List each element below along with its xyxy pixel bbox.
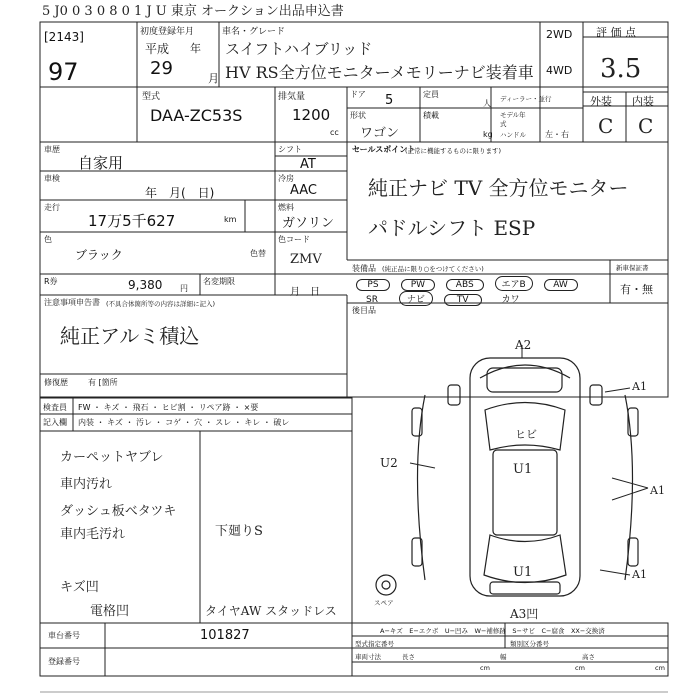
mileage-value: 17万5千627 [88, 212, 176, 230]
shift-value: AT [300, 157, 316, 172]
length-label: 長さ [402, 653, 415, 661]
drive-2wd: 2WD [546, 28, 573, 41]
era: 平成 [145, 42, 170, 56]
model-designation-label: 型式指定番号 [355, 640, 394, 648]
spare-label: スペア [374, 599, 394, 607]
damage-legend: A−キズ E−エクボ U−凹み W−補修跡 S−サビ C−腐食 XX−交換済 [380, 627, 605, 635]
mark-u1-roof: U1 [513, 462, 533, 477]
repair-label: 修復歴 [44, 378, 68, 387]
check-row-1: FW ・ キズ ・ 飛石 ・ ヒビ割 ・ リペア跡 ・ ×要 [78, 403, 259, 412]
new-warranty-label: 新車保証書 [616, 264, 649, 272]
vehicle-size-label: 車両寸法 [355, 653, 381, 661]
body-value: ワゴン [360, 126, 400, 141]
capacity-label: 定員 [423, 90, 439, 99]
name-change-value: 月 日 [290, 287, 320, 298]
color-change-label: 色替 [250, 249, 266, 258]
load-label: 積載 [423, 111, 439, 120]
width-label: 幅 [500, 653, 507, 661]
doors-label: ドア [350, 90, 366, 99]
car-name-line2: HV RS全方位モニターメモリーナビ装着車 [225, 63, 534, 82]
usage-value: 自家用 [78, 154, 124, 172]
rating-label: 評 価 点 [596, 26, 636, 39]
notes-text: 純正アルミ積込 [60, 324, 200, 348]
car-name-line1: スイフトハイブリッド [225, 40, 373, 58]
inspector-note-7: タイヤAW スタッドレス [205, 604, 337, 618]
dealer-label: ディーラー・並行 [500, 95, 552, 103]
color-value: ブラック [75, 248, 123, 262]
exterior-grade: C [598, 114, 614, 138]
mark-a1-top: A1 [632, 380, 647, 393]
inspector-note-4: 車内毛汚れ [60, 527, 126, 542]
selling-points-label: セールスポイント [352, 145, 416, 154]
inspector-note-5: キズ凹 [60, 580, 99, 595]
equipment-sr: SR [366, 295, 378, 305]
selling-points-line1: 純正ナビ TV 全方位モニター [368, 176, 629, 200]
mark-u2: U2 [380, 456, 398, 470]
car-diagram [376, 358, 638, 596]
equipment-ps: PS [356, 279, 390, 291]
year-unit: 年 [190, 42, 201, 55]
ac-value: AAC [290, 183, 317, 198]
inspection-label: 車検 [44, 174, 60, 183]
fuel-value: ガソリン [282, 216, 335, 231]
height-label: 高さ [582, 653, 595, 661]
equipment-tv: TV [444, 294, 482, 306]
equipment-label: 装備品 [352, 264, 376, 273]
equipment-aw: AW [544, 279, 578, 291]
yen-unit: 円 [180, 284, 188, 293]
color-code-value: ZMV [290, 252, 322, 267]
model-year-label: モデル年式 [500, 111, 526, 128]
mileage-label: 走行 [44, 203, 60, 212]
mark-hibi: ヒビ [515, 428, 537, 441]
cc-unit: cc [330, 128, 339, 137]
inspector-note-3: ダッシュ板ベタツキ [60, 504, 177, 519]
fuel-label: 燃料 [278, 203, 294, 212]
mark-a3: A3凹 [510, 607, 539, 621]
equipment-pw: PW [401, 279, 435, 291]
color-label: 色 [44, 235, 52, 244]
chassis-label: 車台番号 [48, 631, 80, 640]
equipment-navi: ナビ [399, 291, 433, 306]
inspector-note-2: 車内汚れ [60, 477, 113, 492]
interior-label: 内装 [632, 95, 654, 108]
height-cm: cm [655, 664, 665, 672]
inspection-value: 年 月( 日) [145, 186, 215, 200]
handle-label: ハンドル [500, 131, 526, 139]
inspector-note-side: 下廻りS [215, 524, 263, 539]
lot-number: 97 [48, 58, 79, 86]
displacement-value: 1200 [292, 106, 331, 124]
shift-label: シフト [278, 145, 302, 154]
notes-label: 注意事項申告書 [44, 298, 100, 307]
km-unit: km [224, 215, 237, 224]
equipment-abs: ABS [446, 279, 484, 291]
exterior-label: 外装 [590, 95, 612, 108]
mark-u1-rear: U1 [513, 565, 533, 580]
reg-year-label: 初度登録年月 [140, 27, 195, 37]
recycle-value: 9,380 [128, 278, 163, 292]
inspector-note-6: 電格凹 [90, 604, 130, 619]
car-name-label: 車名・グレード [222, 27, 286, 37]
category-label: 類別区分番号 [510, 640, 549, 648]
ac-label: 冷房 [278, 174, 294, 183]
selling-points-note: (正常に機能するものに限ります) [405, 147, 502, 155]
model-value: DAA-ZC53S [150, 106, 243, 125]
kg-unit: kg [483, 130, 493, 139]
person-unit: 人 [483, 99, 491, 108]
registration-label: 登録番号 [48, 657, 80, 666]
drive-4wd: 4WD [546, 64, 573, 77]
rating-value: 3.5 [600, 54, 642, 84]
color-code-label: 色コード [278, 235, 310, 244]
lot-bracket: [2143] [44, 30, 84, 44]
body-label: 形状 [350, 111, 366, 120]
mark-a1-mid: A1 [650, 484, 665, 497]
check-label-2: 記入欄 [43, 418, 67, 427]
equipment-note: (純正品に限り○をつけてください) [382, 265, 484, 273]
header-text: 5 J0 0 3 0 8 0 1 J U 東京 オークション出品申込書 [42, 4, 344, 19]
notes-sublabel: (不具合体箇所等の内容は詳細に記入) [106, 300, 216, 308]
check-label-1: 検査員 [43, 403, 67, 412]
repair-value: 有 [箇所 [88, 378, 118, 387]
name-change-label: 名変期限 [203, 277, 235, 286]
mark-a1-bottom: A1 [632, 568, 647, 581]
length-cm: cm [480, 664, 490, 672]
equipment-grid [356, 276, 606, 306]
width-cm: cm [575, 664, 585, 672]
month-unit: 月 [208, 72, 219, 85]
mark-a2: A2 [515, 338, 532, 352]
after-fit-label: 後目品 [352, 306, 376, 315]
selling-points-line2: パドルシフト ESP [368, 216, 536, 240]
equipment-airbag: エアB [495, 276, 533, 291]
model-label: 型式 [142, 92, 161, 102]
doors-value: 5 [385, 93, 394, 108]
chassis-number: 101827 [200, 628, 250, 643]
reg-year: 29 [150, 58, 173, 79]
recycle-label: R券 [44, 277, 58, 286]
warranty-value: 有・無 [620, 283, 653, 296]
check-row-2: 内装 ・ キズ ・ 汚レ ・ コゲ ・ 穴 ・ スレ ・ キレ ・ 破レ [78, 418, 290, 427]
equipment-leather: カワ [501, 295, 520, 305]
handle-value: 左・右 [545, 130, 569, 139]
inspector-note-1: カーペットヤブレ [60, 450, 164, 465]
displacement-label: 排気量 [278, 92, 306, 102]
usage-label: 車歴 [44, 145, 60, 154]
interior-grade: C [638, 114, 654, 138]
